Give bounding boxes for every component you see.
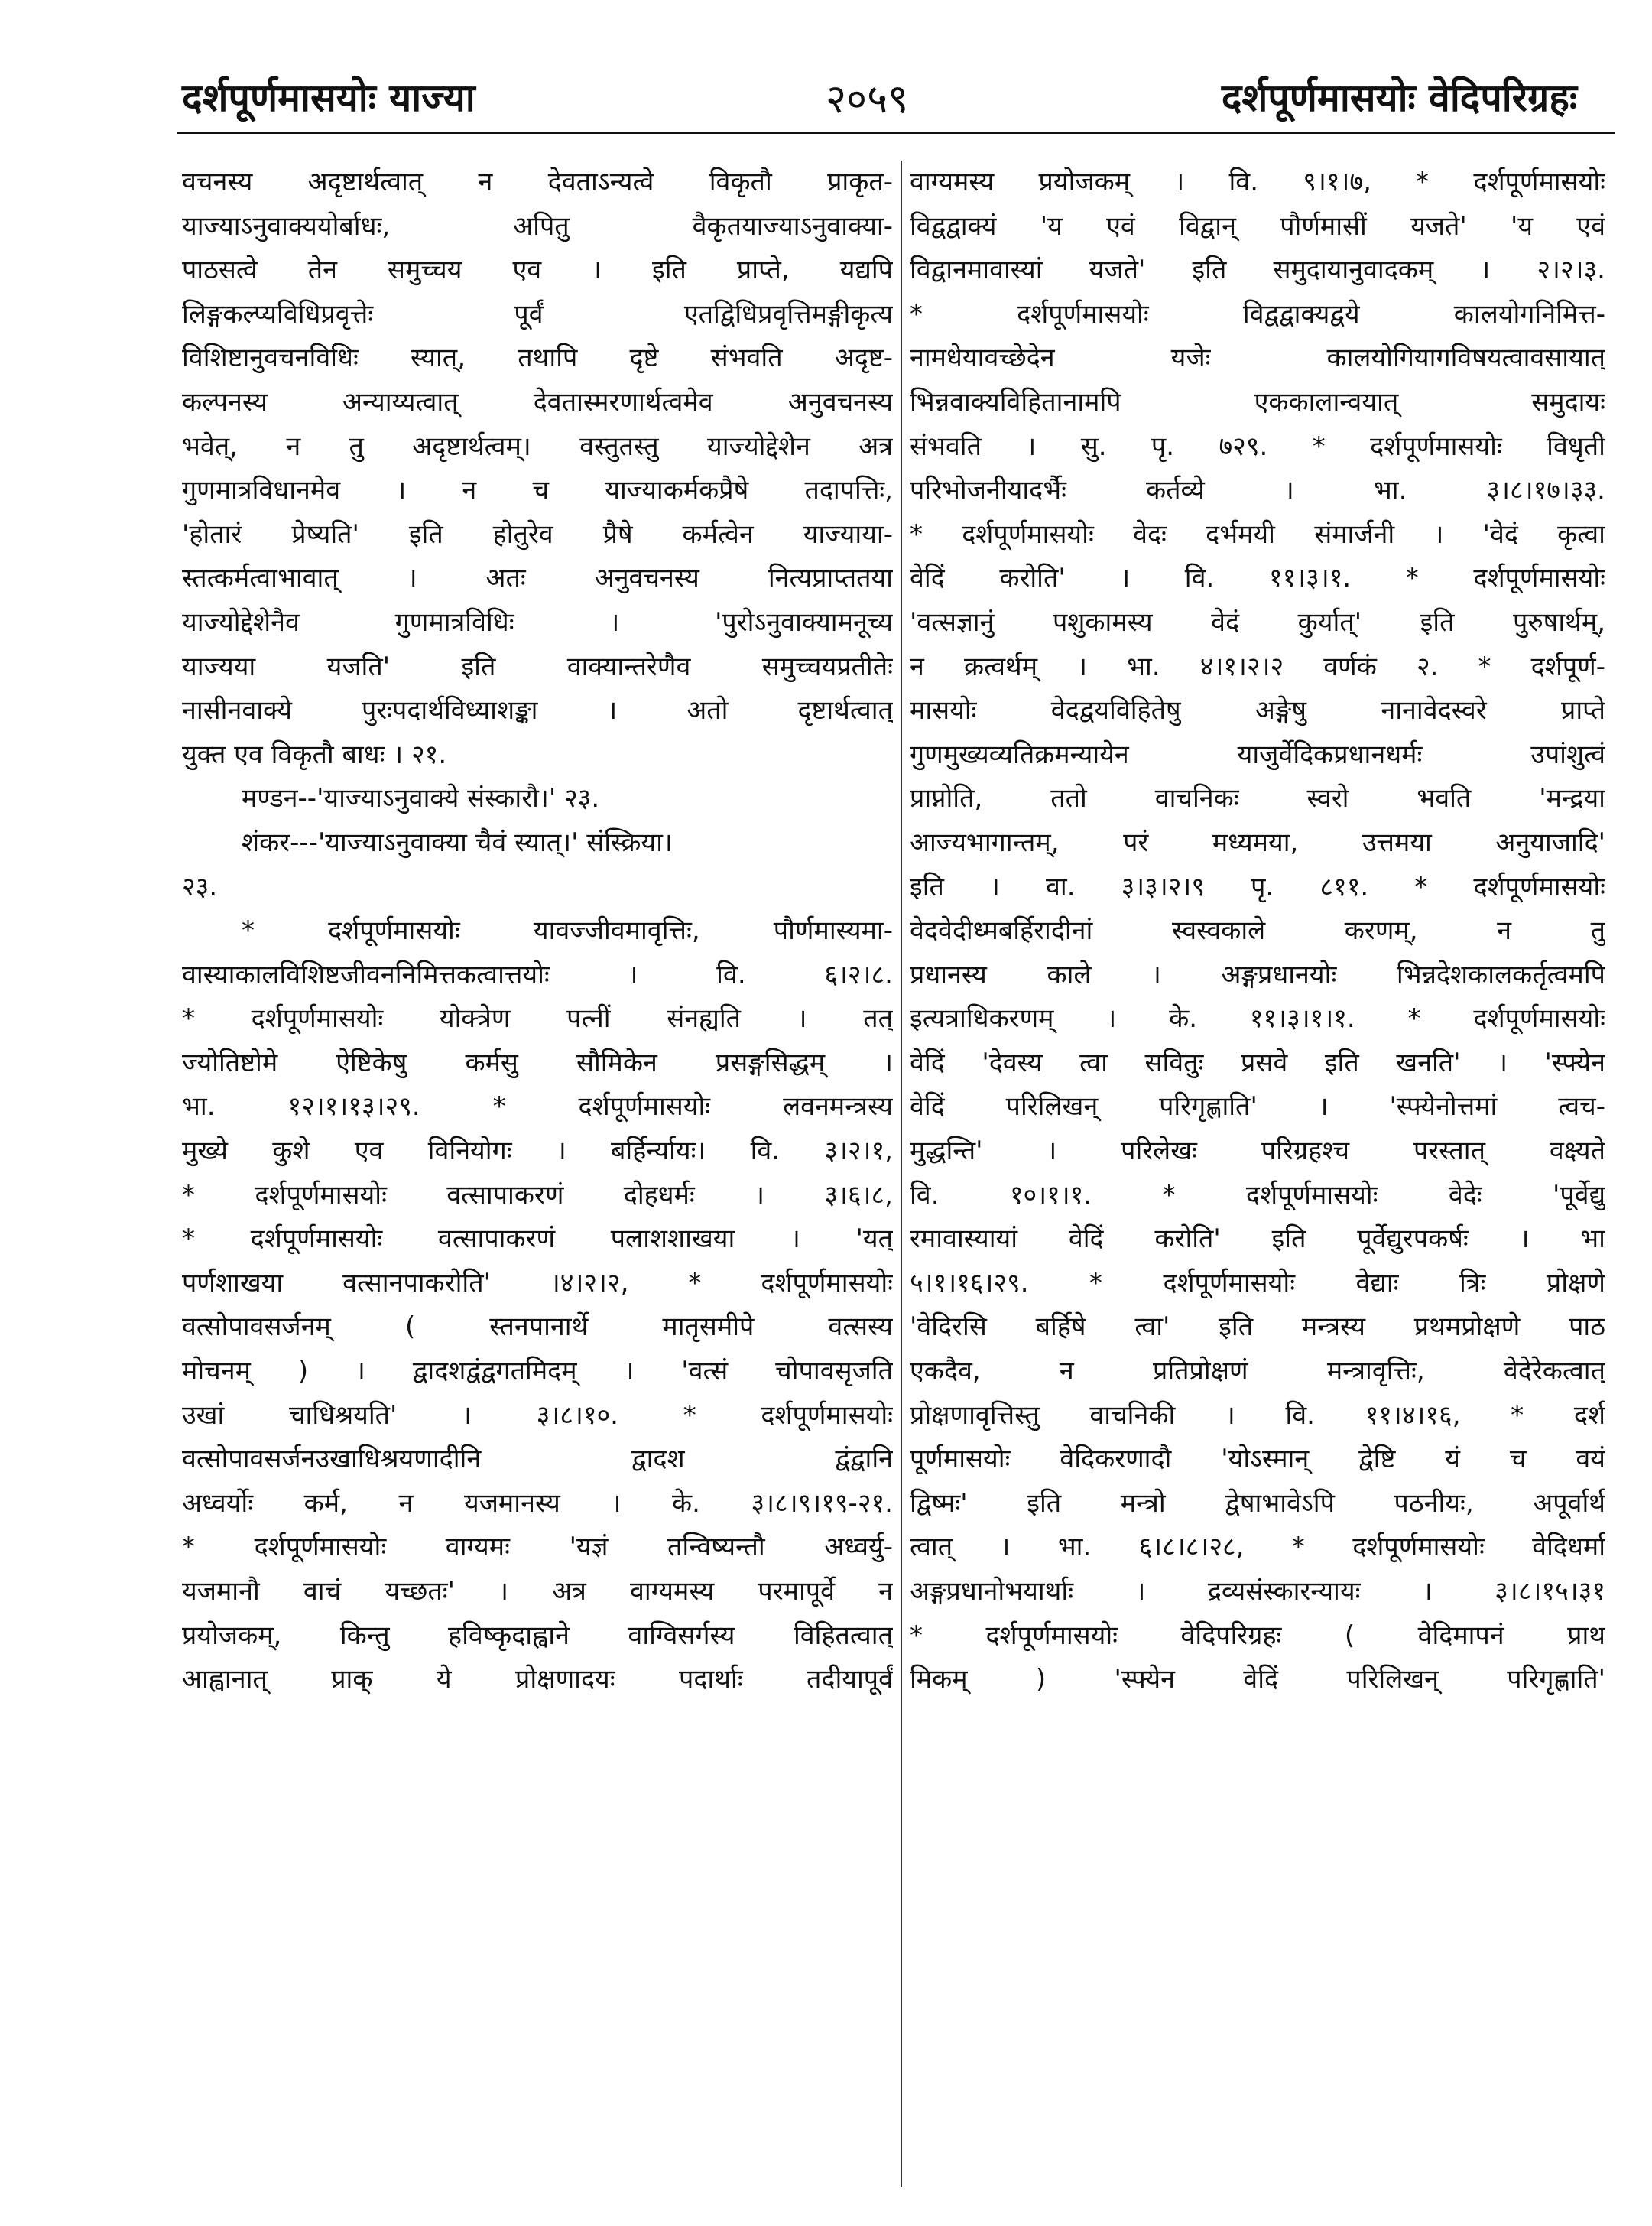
running-head-left: दर्शपूर्णमासयोः याज्या — [182, 76, 475, 120]
text-line: ५।१।१६।२९. * दर्शपूर्णमासयोः वेद्याः त्रिः प्रोक्षणे — [910, 1267, 1605, 1298]
text-line: याज्यया यजति' इति वाक्यान्तरेणैव समुच्चयप्रतीतेः — [182, 651, 893, 682]
text-line: 'होतारं प्रेष्यति' इति होतुरेव प्रैषे कर्मत्वेन याज्याया- — [182, 518, 893, 550]
text-line: * दर्शपूर्णमासयोः वत्सापाकरणं पलाशशाखया । 'यत् — [182, 1223, 893, 1255]
text-line: २३. — [182, 871, 218, 902]
text-line: भवेत्, न तु अदृष्टार्थत्वम्। वस्तुतस्तु याज्योद्देशेन अत्र — [182, 431, 893, 462]
text-line: रमावास्यायां वेदिं करोति' इति पूर्वेद्युरपकर्षः । भा — [910, 1223, 1605, 1255]
text-line: उखां चाधिश्रयति' । ३।८।१०. * दर्शपूर्णमासयोः — [182, 1399, 893, 1431]
text-line: मुख्ये कुशे एव विनियोगः । बर्हिर्न्यायः। वि. ३।२।१, — [182, 1136, 893, 1167]
text-line: * दर्शपूर्णमासयोः यावज्जीवमावृत्तिः, पौर्णमास्यमा- — [242, 915, 893, 947]
text-line: विद्वानमावास्यां यजते' इति समुदायानुवादकम् । २।२।३. — [910, 255, 1605, 286]
text-line: मोचनम् ) । द्वादशद्वंद्वगतमिदम् । 'वत्सं चोपावसृजति — [182, 1356, 893, 1387]
text-line: आज्यभागान्तम्, परं मध्यमया, उत्तमया अनुयाजादि' — [910, 827, 1605, 858]
text-line: गुणमुख्यव्यतिक्रमन्यायेन याजुर्वेदिकप्रधानधर्मः उपांशुत्वं — [910, 739, 1605, 770]
text-line: वास्याकालविशिष्टजीवननिमित्तकत्वात्तयोः । वि. ६।२।८. — [182, 959, 893, 990]
text-line: स्तत्कर्मत्वाभावात् । अतः अनुवचनस्य नित्यप्राप्ततया — [182, 563, 893, 594]
text-line: एकदैव, न प्रतिप्रोक्षणं मन्त्रावृत्तिः, वेदेरेकत्वात् — [910, 1356, 1605, 1387]
text-line: मासयोः वेदद्वयविहितेषु अङ्गेषु नानावेदस्वरे प्राप्ते — [910, 695, 1605, 726]
text-line: शंकर---'याज्याऽनुवाक्या चैवं स्यात्।' संस्क्रिया। — [242, 827, 673, 858]
text-line: द्विष्मः' इति मन्त्रो द्वेषाभावेऽपि पठनीयः, अपूर्वार्थ — [910, 1487, 1605, 1519]
text-line: न क्रत्वर्थम् । भा. ४।१।२।२ वर्णकं २. * दर्शपूर्ण- — [910, 651, 1605, 682]
text-line: * दर्शपूर्णमासयोः वाग्यमः 'यज्ञं तन्विष्यन्तौ अध्वर्यु- — [182, 1532, 893, 1563]
text-line: नासीनवाक्ये पुरःपदार्थविध्याशङ्का । अतो दृष्टार्थत्वात् — [182, 695, 893, 726]
text-line: मण्डन--'याज्याऽनुवाक्ये संस्कारौ।' २३. — [242, 783, 600, 814]
text-line: भिन्नवाक्यविहितानामपि एककालान्वयात् समुदायः — [910, 386, 1605, 418]
text-line: 'वेदिरसि बर्हिषे त्वा' इति मन्त्रस्य प्रथमप्रोक्षणे पाठ — [910, 1311, 1605, 1343]
text-line: प्रधानस्य काले । अङ्गप्रधानयोः भिन्नदेशकालकर्तृत्वमपि — [910, 959, 1605, 990]
text-line: अङ्गप्रधानोभयार्थाः । द्रव्यसंस्कारन्यायः । ३।८।१५।३१ — [910, 1576, 1605, 1607]
text-line: * दर्शपूर्णमासयोः वेदिपरिग्रहः ( वेदिमापनं प्राथ — [910, 1620, 1605, 1651]
text-line: वाग्यमस्य प्रयोजकम् । वि. ९।१।७, * दर्शपूर्णमासयोः — [910, 167, 1605, 197]
page-number: २०५९ — [826, 76, 909, 122]
text-line: याज्योद्देशेनैव गुणमात्रविधिः । 'पुरोऽनुवाक्यामनूच्य — [182, 606, 893, 638]
text-line: इत्यत्राधिकरणम् । के. ११।३।१।१. * दर्शपूर्णमासयोः — [910, 1003, 1605, 1035]
text-line: आह्वानात् प्राक् ये प्रोक्षणादयः पदार्थाः तदीयापूर्वं — [182, 1664, 893, 1695]
text-line: नामधेयावच्छेदेन यजेः कालयोगियागविषयत्वावसायात् — [910, 343, 1605, 374]
text-line: प्रोक्षणावृत्तिस्तु वाचनिकी । वि. ११।४।१६, * दर्श — [910, 1399, 1605, 1431]
left-column — [182, 161, 893, 2195]
text-line: * दर्शपूर्णमासयोः वेदः दर्भमयी संमार्जनी । 'वेदं कृत्वा — [910, 518, 1605, 550]
text-line: विद्वद्वाक्यं 'य एवं विद्वान् पौर्णमासीं यजते' 'य एवं — [910, 210, 1605, 242]
text-line: ज्योतिष्टोमे ऐष्टिकेषु कर्मसु सौमिकेन प्रसङ्गसिद्धम् । — [182, 1047, 893, 1078]
text-line: पाठसत्वे तेन समुच्चय एव । इति प्राप्ते, यद्यपि — [182, 255, 893, 286]
text-line: वेदिं करोति' । वि. ११।३।१. * दर्शपूर्णमासयोः — [910, 563, 1605, 594]
text-line: पर्णशाखया वत्सानपाकरोति' ।४।२।२, * दर्शपूर्णमासयोः — [182, 1267, 893, 1298]
text-line: * दर्शपूर्णमासयोः वत्सापाकरणं दोहधर्मः । ३।६।८, — [182, 1179, 893, 1210]
text-line: वेदिं परिलिखन् परिगृह्णाति' । 'स्फ्येनोत्तमां त्वच- — [910, 1091, 1605, 1123]
right-column — [910, 161, 1605, 2195]
text-line: विशिष्टानुवचनविधिः स्यात्, तथापि दृष्टे संभवति अदृष्ट- — [182, 343, 893, 374]
text-line: इति । वा. ३।३।२।९ पृ. ८११. * दर्शपूर्णमासयोः — [910, 871, 1605, 902]
text-line: * दर्शपूर्णमासयोः योक्त्रेण पत्नीं संनह्यति । तत् — [182, 1003, 893, 1035]
text-line: वत्सोपावसर्जनम् ( स्तनपानार्थे मातृसमीपे वत्सस्य — [182, 1311, 893, 1343]
text-line: अध्वर्योः कर्म, न यजमानस्य । के. ३।८।९।१९-२१. — [182, 1487, 893, 1519]
text-line: पूर्णमासयोः वेदिकरणादौ 'योऽस्मान् द्वेष्टि यं च वयं — [910, 1444, 1605, 1475]
column-divider — [901, 161, 902, 2187]
text-line — [910, 1702, 1605, 1747]
text-line: गुणमात्रविधानमेव । न च याज्याकर्मकप्रैषे तदापत्तिः, — [182, 475, 893, 506]
text-line: वि. १०।१।१. * दर्शपूर्णमासयोः वेदेः 'पूर्वेद्यु — [910, 1179, 1605, 1210]
text-line: भा. १२।१।१३।२९. * दर्शपूर्णमासयोः लवनमन्त्रस्य — [182, 1091, 893, 1123]
text-line: त्वात् । भा. ६।८।८।२८, * दर्शपूर्णमासयोः वेदिधर्मा — [910, 1532, 1605, 1563]
text-line: वेदवेदीध्मबर्हिरादीनां स्वस्वकाले करणम्, न तु — [910, 915, 1605, 947]
text-line: मिकम् ) 'स्फ्येन वेदिं परिलिखन् परिगृह्णाति' — [910, 1664, 1605, 1695]
running-head-right: दर्शपूर्णमासयोः वेदिपरिग्रहः — [1221, 76, 1577, 120]
text-line: कल्पनस्य अन्याय्यत्वात् देवतास्मरणार्थत्वमेव अनुवचनस्य — [182, 386, 893, 418]
text-line: परिभोजनीयादर्भैः कर्तव्ये । भा. ३।८।१७।३३. — [910, 475, 1605, 506]
text-line: वेदिं 'देवस्य त्वा सवितुः प्रसवे इति खनति' । 'स्फ्येन — [910, 1047, 1605, 1078]
text-line: वचनस्य अदृष्टार्थत्वात् न देवताऽन्यत्वे विकृतौ प्राकृत- — [182, 167, 893, 197]
text-line: याज्याऽनुवाक्ययोर्बाधः, अपितु वैकृतयाज्याऽनुवाक्या- — [182, 210, 893, 242]
text-line: लिङ्गकल्प्यविधिप्रवृत्तेः पूर्वं एतद्विधिप्रवृत्तिमङ्गीकृत्य — [182, 298, 893, 330]
text-line: प्रयोजकम्, किन्तु हविष्कृदाह्वाने वाग्विसर्गस्य विहितत्वात् — [182, 1620, 893, 1651]
text-line: संभवति । सु. पृ. ७२९. * दर्शपूर्णमासयोः विधृती — [910, 431, 1605, 462]
text-line: वत्सोपावसर्जनउखाधिश्रयणादीनि द्वादश द्वंद्वानि — [182, 1444, 893, 1475]
text-line: प्राप्नोति, ततो वाचनिकः स्वरो भवति 'मन्द्रया — [910, 783, 1605, 814]
text-line: 'वत्सज्ञानुं पशुकामस्य वेदं कुर्यात्' इति पुरुषार्थम्, — [910, 606, 1605, 638]
text-line: यजमानौ वाचं यच्छतः' । अत्र वाग्यमस्य परमापूर्वे न — [182, 1576, 893, 1607]
text-line: युक्त एव विकृतौ बाधः । २१. — [182, 739, 447, 770]
header-rule — [177, 132, 1615, 134]
text-line: * दर्शपूर्णमासयोः विद्वद्वाक्यद्वये कालयोगनिमित्त- — [910, 298, 1605, 330]
text-line: मुद्धन्ति' । परिलेखः परिग्रहश्च परस्तात् वक्ष्यते — [910, 1136, 1605, 1167]
